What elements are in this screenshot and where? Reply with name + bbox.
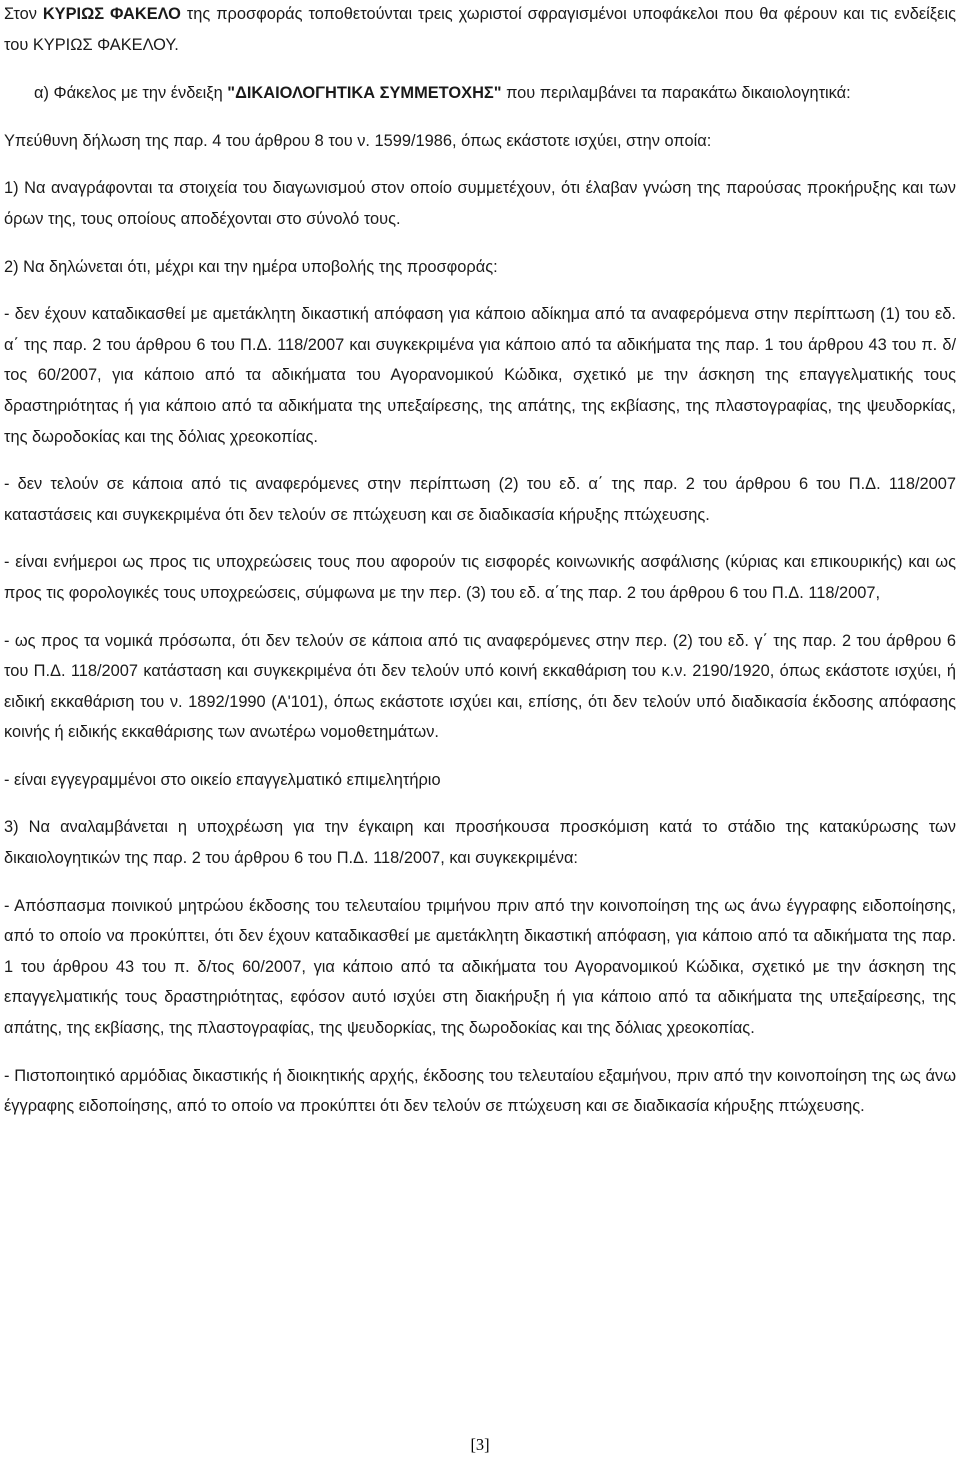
paragraph-declaration: Υπεύθυνη δήλωση της παρ. 4 του άρθρου 8 του ν. 1599/1986, όπως εκάστοτε ισχύει, στην οποία: xyxy=(4,131,712,150)
intro-text-2: της προσφοράς τοποθετούνται τρεις χωριστοί σφραγισμένοι υποφάκελοι που θα φέρουν και τις ενδείξεις του ΚΥΡΙΩΣ ΦΑΚΕΛΟΥ. xyxy=(4,5,956,54)
paragraph-item-1: 1) Να αναγράφονται τα στοιχεία του διαγωνισμού στον οποίο συμμετέχουν, ότι έλαβαν γνώση της παρούσας προκήρυξης και των όρων της, τους οποίους αποδέχονται στο σύνολό τους. xyxy=(4,179,956,228)
paragraph-bullet-registered: - είναι εγγεγραμμένοι στο οικείο επαγγελματικό επιμελητήριο xyxy=(4,770,441,789)
intro-text-1: Στον xyxy=(4,5,43,23)
paragraph-bullet-bankruptcy: - δεν τελούν σε κάποια από τις αναφερόμενες στην περίπτωση (2) του εδ. α΄ της παρ. 2 του άρθρου 6 του Π.Δ. 118/2007 καταστάσεις και συγκεκριμένα ότι δεν τελούν σε πτώχευση και σε διαδικασία κήρυξης πτώχευσης. xyxy=(4,475,956,524)
intro-paragraph xyxy=(4,0,956,60)
paragraph-bullet-certificate: - Πιστοποιητικό αρμόδιας δικαστικής ή διοικητικής αρχής, έκδοσης του τελευταίου εξαμήνου, πριν από την κοινοποίηση της ως άνω έγγραφης ειδοποίησης, από το οποίο να προκύπτει ότι δεν τελούν σε πτώχευση και σε διαδικασία κήρυξης πτώχευσης. xyxy=(4,1066,956,1116)
folder-a-text-2: που περιλαμβάνει τα παρακάτω δικαιολογητικά: xyxy=(501,84,851,103)
page-number: [3] xyxy=(470,1435,490,1454)
paragraph-item-2: 2) Να δηλώνεται ότι, μέχρι και την ημέρα υποβολής της προσφοράς: xyxy=(4,257,498,276)
intro-bold-main-folder: ΚΥΡΙΩΣ ΦΑΚΕΛΟ xyxy=(42,5,181,23)
paragraph-bullet-legal-entities: - ως προς τα νομικά πρόσωπα, ότι δεν τελούν σε κάποια από τις αναφερόμενες στην περ. (2) του εδ. γ΄ της παρ. 2 του άρθρου 6 του Π.Δ. 118/2007 κατάσταση και συγκεκριμένα ότι δεν τελούν υπό κοινή εκκαθάριση του κ.ν. 2190/1920, όπως εκάστοτε ισχύει, ή ειδική εκκαθάριση του ν. 1892/1990 (Α'101), όπως εκάστοτε ισχύει και, επίσης, ότι δεν τελούν υπό διαδικασία έκδοσης απόφασης κοινής ή ειδικής εκκαθάρισης των ανωτέρω νομοθετημάτων. xyxy=(4,631,956,742)
paragraph-bullet-obligations: - είναι ενήμεροι ως προς τις υποχρεώσεις τους που αφορούν τις εισφορές κοινωνικής ασφάλισης (κύριας και επικουρικής) και ως προς τις φορολογικές τους υποχρεώσεις, σύμφωνα με την περ. (3) του εδ. α΄της παρ. 2 του άρθρου 6 του Π.Δ. 118/2007, xyxy=(4,553,956,602)
folder-a-paragraph xyxy=(4,78,956,109)
folder-a-text-1: α) Φάκελος με την ένδειξη xyxy=(34,84,228,103)
folder-a-bold-title: "ΔΙΚΑΙΟΛΟΓΗΤΙΚΑ ΣΥΜΜΕΤΟΧΗΣ" xyxy=(227,84,502,103)
paragraph-bullet-criminal-record: - Απόσπασμα ποινικού μητρώου έκδοσης του τελευταίου τριμήνου πριν από την κοινοποίηση της ως άνω έγγραφης ειδοποίησης, από το οποίο να προκύπτει, ότι δεν έχουν καταδικασθεί με αμετάκλητη δικαστική απόφαση, για κάποιο από τα αδικήματα της παρ. 1 του άρθρου 43 του π. δ/τος 60/2007, για κάποιο από τα αδικήματα του Αγορανομικού Κώδικα, σχετικό με την άσκηση της επαγγελματικής τους δραστηριότητας, εφόσον αυτό ισχύει στη διακήρυξη ή για κάποιο από τα αδικήματα της υπεξαίρεσης, της απάτης, της εκβίασης, της πλαστογραφίας, της ψευδορκίας, της δωροδοκίας και της δόλιας χρεοκοπίας. xyxy=(4,896,956,1038)
paragraph-bullet-convictions: - δεν έχουν καταδικασθεί με αμετάκλητη δικαστική απόφαση για κάποιο αδίκημα από τα αναφερόμενα στην περίπτωση (1) του εδ. α΄ της παρ. 2 του άρθρου 6 του Π.Δ. 118/2007 και συγκεκριμένα για κάποιο από τα αδικήματα της παρ. 1 του άρθρου 43 του π. δ/τος 60/2007, για κάποιο από τα αδικήματα του Αγορανομικού Κώδικα, σχετικό με την άσκηση της επαγγελματικής τους δραστηριότητας ή για κάποιο από τα αδικήματα της υπεξαίρεσης, της απάτης, της εκβίασης, της πλαστογραφίας, της ψευδορκίας, της δωροδοκίας και της δόλιας χρεοκοπίας. xyxy=(4,305,956,446)
paragraph-item-3: 3) Να αναλαμβάνεται η υποχρέωση για την έγκαιρη και προσήκουσα προσκόμιση κατά το στάδιο της κατακύρωσης των δικαιολογητικών της παρ. 2 του άρθρου 6 του Π.Δ. 118/2007, και συγκεκριμένα: xyxy=(4,818,956,868)
